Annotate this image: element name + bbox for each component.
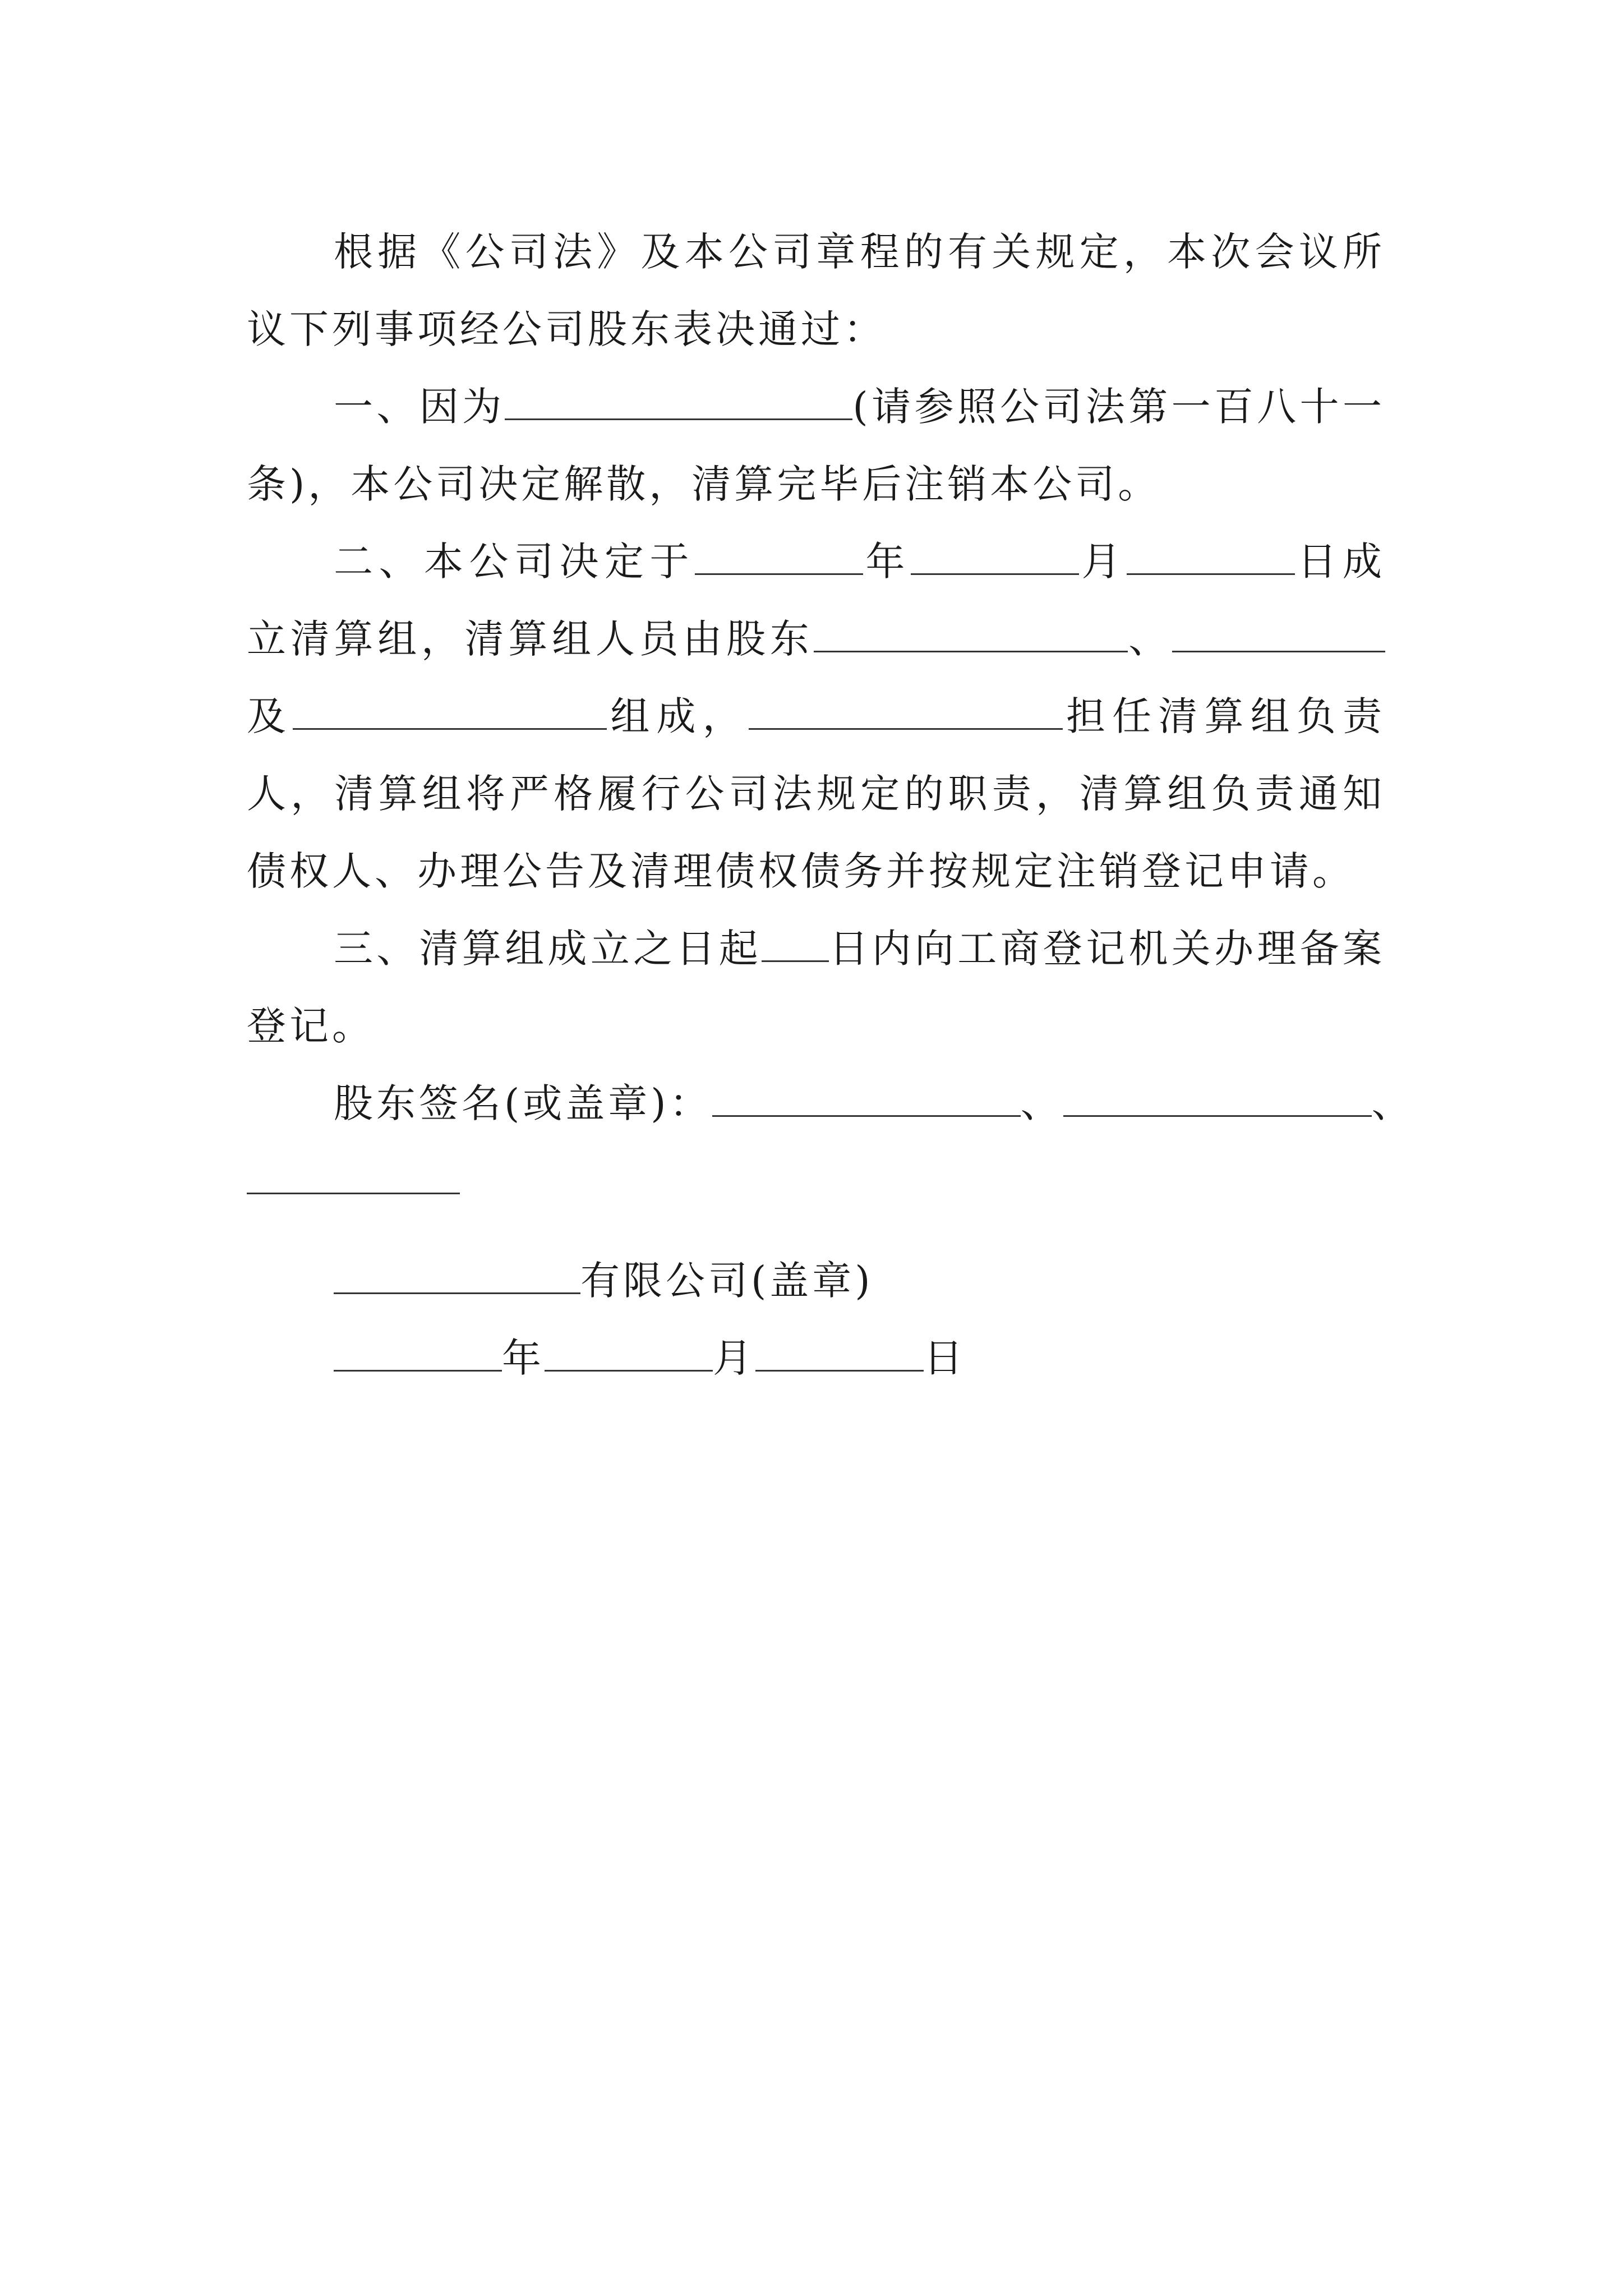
item-3-suffix: 日内向工商登记机关办理备案登记。 — [247, 926, 1386, 1049]
item-2-separator: 、 — [1127, 616, 1173, 662]
item-2-suffix: 担任清算组负责人，清算组将严格履行公司法规定的职责，清算组负责通知债权人、办理公告及清理债权债务并按规定注销登记申请。 — [247, 693, 1386, 894]
item-1-paragraph — [247, 368, 1385, 523]
company-seal-line — [247, 1242, 1385, 1319]
spacer — [247, 1220, 1385, 1242]
company-suffix: 有限公司(盖章) — [580, 1258, 874, 1304]
sign-year-blank[interactable] — [334, 1347, 502, 1372]
dissolution-reason-blank[interactable] — [505, 396, 852, 420]
item-2-and: 及 — [247, 693, 293, 739]
item-2-composed: 组成， — [607, 693, 749, 739]
item-2-month-label: 月 — [1079, 539, 1127, 585]
item-2-year-label: 年 — [863, 539, 911, 585]
shareholder-signature-3-blank[interactable] — [247, 1170, 460, 1194]
signature-separator-2: 、 — [1371, 1080, 1414, 1126]
company-name-blank[interactable] — [334, 1270, 580, 1294]
sign-month-blank[interactable] — [545, 1347, 713, 1372]
liquidation-member-3-blank[interactable] — [293, 706, 607, 730]
item-2-day-text: 日成立清算组，清算组人员由股东 — [247, 539, 1385, 662]
liquidation-member-2-blank[interactable] — [1172, 628, 1385, 652]
item-1-suffix: (请参照公司法第一百八十一条)，本公司决定解散，清算完毕后注销本公司。 — [247, 384, 1385, 507]
shareholder-signature-1-blank[interactable] — [712, 1093, 1021, 1117]
item-3-paragraph — [247, 910, 1385, 1065]
resolution-body — [247, 213, 1414, 1397]
intro-text: 根据《公司法》及本公司章程的有关规定，本次会议所议下列事项经公司股东表决通过： — [247, 229, 1385, 352]
establish-month-blank[interactable] — [911, 551, 1079, 575]
item-2-prefix: 二、本公司决定于 — [334, 539, 695, 585]
signature-label: 股东签名(或盖章)： — [334, 1080, 712, 1126]
signing-date-line — [247, 1319, 1385, 1397]
item-1-prefix: 一、因为 — [334, 384, 505, 430]
shareholder-signature-line-2 — [247, 1142, 1385, 1220]
item-2-paragraph — [247, 523, 1385, 910]
sign-month-label: 月 — [713, 1335, 755, 1381]
establish-year-blank[interactable] — [695, 551, 863, 575]
liquidation-leader-blank[interactable] — [749, 706, 1063, 730]
sign-year-label: 年 — [502, 1335, 545, 1381]
establish-day-blank[interactable] — [1127, 551, 1295, 575]
liquidation-member-1-blank[interactable] — [814, 628, 1128, 652]
item-3-prefix: 三、清算组成立之日起 — [334, 926, 762, 972]
shareholder-signature-line — [247, 1065, 1414, 1142]
sign-day-label: 日 — [924, 1335, 966, 1381]
filing-days-blank[interactable] — [762, 938, 829, 962]
sign-day-blank[interactable] — [755, 1347, 924, 1372]
intro-paragraph — [247, 213, 1385, 368]
shareholder-signature-2-blank[interactable] — [1063, 1093, 1372, 1117]
signature-separator-1: 、 — [1020, 1080, 1063, 1126]
